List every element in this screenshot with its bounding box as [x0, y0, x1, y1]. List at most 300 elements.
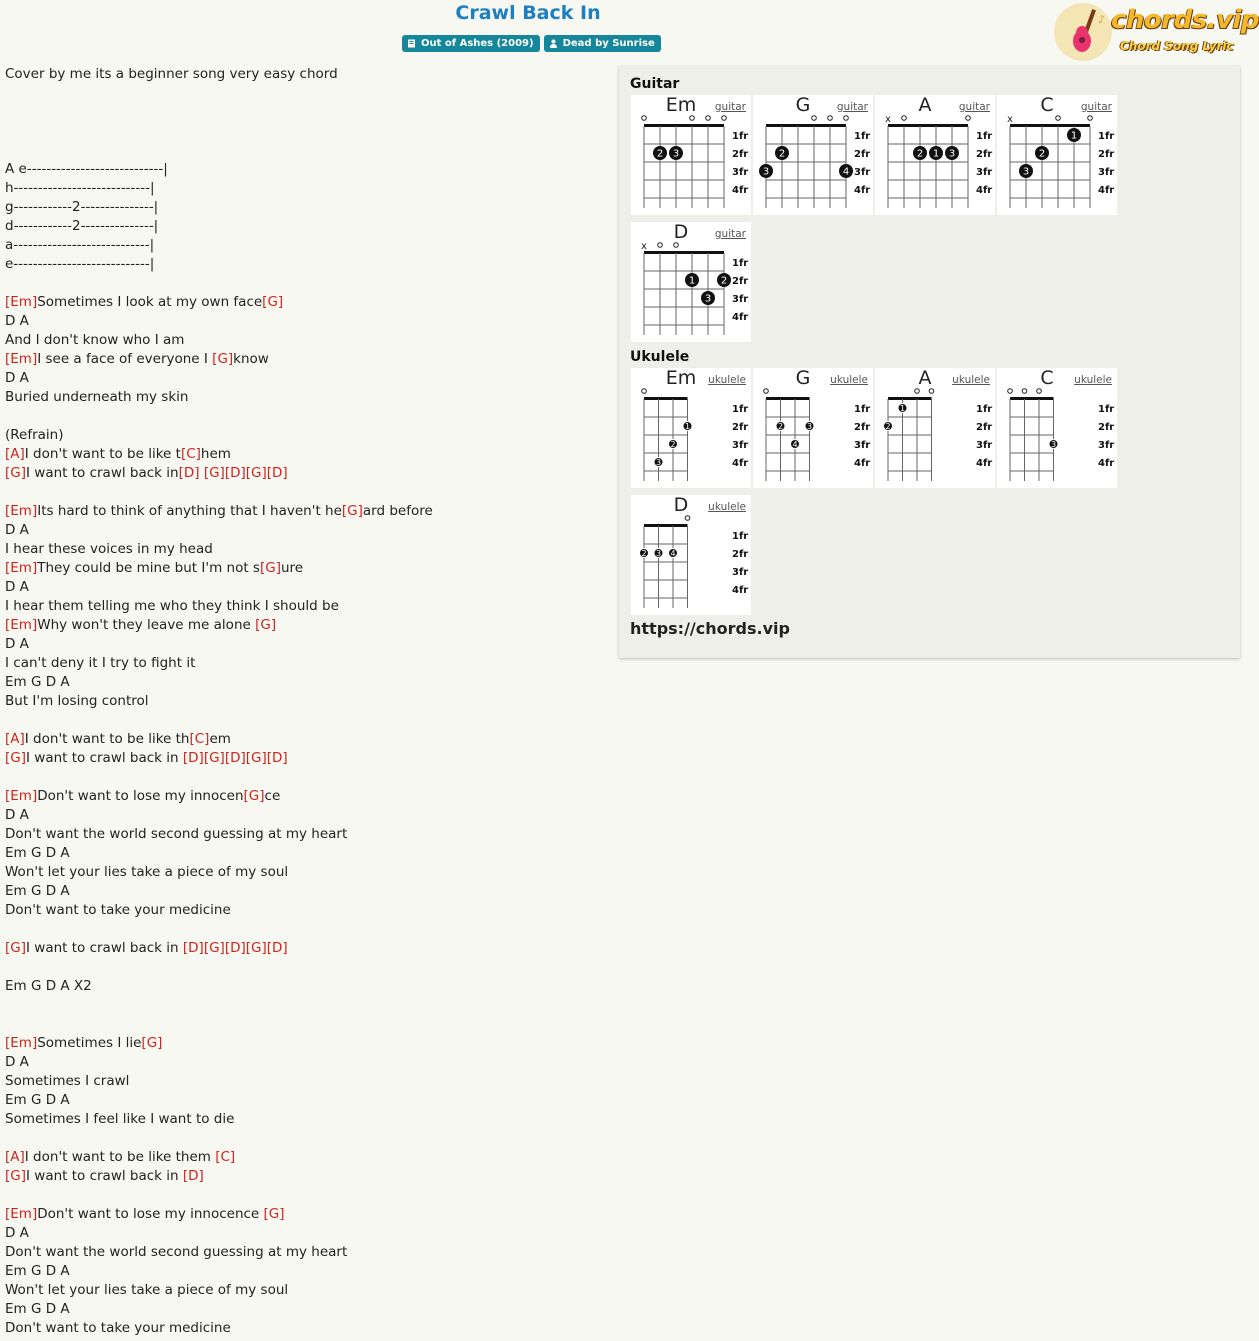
- finger-dot: [1019, 164, 1033, 178]
- lyric-text: h----------------------------|: [5, 180, 155, 196]
- open-string-marker: [642, 389, 647, 394]
- finger-dot: [1067, 128, 1081, 142]
- artist-label: Dead by Sunrise: [562, 38, 655, 49]
- finger-number: 2: [778, 148, 786, 160]
- chord-name[interactable]: [D]: [266, 940, 288, 956]
- lyric-line: [5, 464, 610, 483]
- finger-number: 3: [672, 148, 680, 160]
- lyric-text: Sometimes I feel like I want to die: [5, 1111, 235, 1127]
- nut: [644, 251, 724, 254]
- chord-name[interactable]: [G]: [212, 351, 234, 367]
- lyric-line: [5, 293, 610, 312]
- fret-label: 1fr: [976, 131, 993, 142]
- song-badges: [402, 35, 661, 52]
- lyric-text: I hear these voices in my head: [5, 541, 213, 557]
- nut: [1010, 124, 1090, 127]
- lyric-text: ard before: [362, 503, 433, 519]
- finger-dot: [669, 146, 683, 160]
- fret-label: 2fr: [732, 422, 749, 433]
- finger-number: 2: [1038, 148, 1046, 160]
- lyric-text: I want to crawl back in: [26, 1168, 183, 1184]
- chord-name[interactable]: [G]: [243, 788, 265, 804]
- lyric-text: Don't want the world second guessing at my heart: [5, 1244, 348, 1260]
- chord-diagram-ukulele-a[interactable]: [875, 368, 995, 488]
- lyric-text: D A: [5, 636, 29, 652]
- chord-name[interactable]: [Em]: [5, 788, 38, 804]
- chord-diagram-ukulele-d[interactable]: [631, 495, 751, 615]
- fret-label: 4fr: [854, 458, 871, 469]
- open-string-marker: [764, 389, 769, 394]
- lyric-line: [5, 369, 610, 388]
- chord-name[interactable]: [G]: [245, 750, 267, 766]
- lyric-text: Em G D A: [5, 674, 70, 690]
- book-icon: [407, 39, 416, 48]
- chord-diagram-ukulele-c[interactable]: [997, 368, 1117, 488]
- lyric-line: [5, 616, 610, 635]
- lyric-text: Sometimes I look at my own face: [37, 294, 263, 310]
- lyric-text: Won't let your lies take a piece of my soul: [5, 864, 289, 880]
- finger-dot: [884, 422, 893, 432]
- lyric-text: Its hard to think of anything that I haven't he: [37, 503, 342, 519]
- header: [0, 0, 1259, 64]
- chord-name[interactable]: [G]: [259, 560, 281, 576]
- lyric-text: They could be mine but I'm not s: [37, 560, 260, 576]
- instrument-link[interactable]: guitar: [714, 101, 746, 113]
- lyric-line: [5, 388, 610, 407]
- fret-label: 2fr: [854, 149, 871, 160]
- fret-label: 2fr: [1098, 149, 1115, 160]
- muted-string-marker: x: [1007, 114, 1013, 125]
- instrument-link[interactable]: guitar: [1080, 101, 1112, 113]
- lyric-line: [5, 1262, 610, 1281]
- lyric-text: hem: [200, 446, 231, 462]
- fret-label: 1fr: [732, 131, 749, 142]
- finger-dot: [791, 440, 800, 450]
- user-icon: [549, 39, 558, 48]
- lyric-line: [5, 996, 610, 1015]
- finger-number: 2: [885, 422, 891, 431]
- lyric-line: [5, 863, 610, 882]
- lyric-line: [5, 825, 610, 844]
- instrument-link[interactable]: guitar: [836, 101, 868, 113]
- chord-name[interactable]: [Em]: [5, 351, 38, 367]
- finger-number: 3: [948, 148, 956, 160]
- lyric-text: And I don't know who I am: [5, 332, 185, 348]
- fret-label: 2fr: [976, 422, 993, 433]
- finger-number: 2: [670, 440, 676, 449]
- fret-label: 2fr: [732, 149, 749, 160]
- chord-name[interactable]: [Em]: [5, 294, 38, 310]
- lyric-line: [5, 217, 610, 236]
- lyric-text: e----------------------------|: [5, 256, 155, 272]
- album-badge[interactable]: [402, 35, 540, 52]
- lyric-text: em: [209, 731, 231, 747]
- chord-name[interactable]: [D]: [224, 750, 246, 766]
- finger-dot: [776, 422, 785, 432]
- fret-label: 4fr: [976, 185, 993, 196]
- ukulele-section-label: Ukulele: [630, 349, 690, 365]
- fret-label: 2fr: [976, 149, 993, 160]
- open-string-marker: [722, 116, 727, 121]
- lyric-line: [5, 958, 610, 977]
- lyric-line: [5, 1053, 610, 1072]
- fret-label: 2fr: [732, 549, 749, 560]
- chord-diagram-guitar-a[interactable]: [875, 95, 995, 215]
- chord-name[interactable]: [Em]: [5, 1206, 38, 1222]
- lyric-line: [5, 1148, 610, 1167]
- lyric-text: Don't want to lose my innocence: [37, 1206, 264, 1222]
- logo-brand: chords.vip: [1111, 5, 1259, 35]
- fret-label: 3fr: [976, 440, 993, 451]
- lyric-line: [5, 635, 610, 654]
- lyric-line: [5, 654, 610, 673]
- lyric-line: [5, 1186, 610, 1205]
- lyric-line: [5, 1129, 610, 1148]
- fret-label: 3fr: [1098, 440, 1115, 451]
- instrument-link[interactable]: guitar: [714, 228, 746, 240]
- lyric-line: [5, 882, 610, 901]
- lyric-line: [5, 920, 610, 939]
- chord-name[interactable]: [Em]: [5, 1035, 38, 1051]
- fret-label: 3fr: [854, 440, 871, 451]
- fret-label: 3fr: [732, 167, 749, 178]
- lyric-text: A e----------------------------|: [5, 161, 168, 177]
- finger-number: 3: [762, 166, 770, 178]
- lyric-text: d------------2---------------|: [5, 218, 159, 234]
- chord-name[interactable]: [G]: [5, 465, 26, 481]
- lyric-text: Em G D A: [5, 1092, 70, 1108]
- chord-diagram-name: C: [1040, 367, 1054, 389]
- open-string-marker: [1022, 389, 1027, 394]
- fret-label: 3fr: [732, 567, 749, 578]
- chord-name[interactable]: [D]: [224, 465, 246, 481]
- lyric-text: I can't deny it I try to fight it: [5, 655, 196, 671]
- lyric-line: [5, 483, 610, 502]
- chord-name[interactable]: [D]: [224, 940, 246, 956]
- lyric-line: [5, 122, 610, 141]
- instrument-link[interactable]: ukulele: [708, 374, 746, 386]
- nut: [644, 124, 724, 127]
- lyric-line: [5, 540, 610, 559]
- chord-name[interactable]: [D]: [182, 750, 204, 766]
- lyric-text: D A: [5, 522, 29, 538]
- lyric-line: [5, 1224, 610, 1243]
- instrument-link[interactable]: ukulele: [1074, 374, 1112, 386]
- finger-number: 1: [684, 422, 691, 431]
- open-string-marker: [844, 116, 849, 121]
- lyric-text: I don't want to be like them: [24, 1149, 216, 1165]
- lyric-line: [5, 806, 610, 825]
- chord-diagram-name: D: [673, 221, 689, 243]
- instrument-link[interactable]: ukulele: [952, 374, 990, 386]
- lyric-line: [5, 1091, 610, 1110]
- chord-name[interactable]: [G]: [263, 1206, 285, 1222]
- instrument-link[interactable]: ukulele: [830, 374, 868, 386]
- fret-label: 4fr: [732, 458, 749, 469]
- lyric-text: Won't let your lies take a piece of my soul: [5, 1282, 289, 1298]
- lyric-line: [5, 331, 610, 350]
- fret-label: 4fr: [732, 185, 749, 196]
- chord-diagram-name: G: [795, 367, 811, 389]
- site-url-link[interactable]: https://chords.vip: [630, 619, 790, 638]
- chord-diagram-guitar-g[interactable]: [753, 95, 873, 215]
- chord-name[interactable]: [D]: [182, 1168, 204, 1184]
- fret-label: 4fr: [1098, 458, 1115, 469]
- lyric-line: [5, 1243, 610, 1262]
- lyric-text: I see a face of everyone I: [37, 351, 213, 367]
- finger-number: 3: [655, 458, 662, 467]
- chord-diagram-guitar-d[interactable]: [631, 222, 751, 342]
- lyric-line: [5, 426, 610, 445]
- lyric-line: [5, 787, 610, 806]
- svg-text:♪: ♪: [1098, 13, 1106, 26]
- lyric-line: [5, 1167, 610, 1186]
- lyric-text: Buried underneath my skin: [5, 389, 189, 405]
- finger-number: 3: [1050, 440, 1057, 449]
- chord-name[interactable]: [G]: [245, 940, 267, 956]
- chord-diagram-name: G: [795, 94, 811, 116]
- chord-diagram-ukulele-g[interactable]: [753, 368, 873, 488]
- finger-dot: [759, 164, 773, 178]
- chord-name[interactable]: [G]: [255, 617, 277, 633]
- chord-name[interactable]: [A]: [5, 1149, 25, 1165]
- lyric-text: Sometimes I crawl: [5, 1073, 130, 1089]
- open-string-marker: [1056, 116, 1061, 121]
- lyric-line: [5, 1300, 610, 1319]
- site-logo[interactable]: [1054, 3, 1259, 61]
- open-string-marker: [929, 389, 934, 394]
- open-string-marker: [1008, 389, 1013, 394]
- fret-label: 4fr: [976, 458, 993, 469]
- lyric-line: [5, 1205, 610, 1224]
- finger-number: 1: [932, 148, 940, 160]
- lyric-line: [5, 578, 610, 597]
- fret-label: 1fr: [854, 131, 871, 142]
- fret-label: 4fr: [854, 185, 871, 196]
- lyric-text: Don't want to lose my innocen: [37, 788, 244, 804]
- finger-number: 3: [1022, 166, 1030, 178]
- finger-number: 1: [688, 275, 696, 287]
- lyric-line: [5, 84, 610, 103]
- chord-name[interactable]: [D]: [182, 940, 204, 956]
- instrument-link[interactable]: ukulele: [708, 501, 746, 513]
- chord-name[interactable]: [A]: [5, 446, 25, 462]
- finger-dot: [701, 291, 715, 305]
- page-title: Crawl Back In: [455, 2, 601, 24]
- finger-number: 2: [916, 148, 924, 160]
- lyric-line: [5, 236, 610, 255]
- lyric-line: [5, 179, 610, 198]
- chord-name[interactable]: [G]: [203, 465, 225, 481]
- lyric-line: [5, 521, 610, 540]
- lyric-text: D A: [5, 313, 29, 329]
- fret-label: 3fr: [976, 167, 993, 178]
- chord-diagram-name: Em: [665, 94, 697, 116]
- lyric-line: [5, 977, 610, 996]
- fret-label: 2fr: [854, 422, 871, 433]
- lyric-line: [5, 901, 610, 920]
- finger-number: 1: [1070, 130, 1078, 142]
- chord-name[interactable]: [G]: [5, 750, 26, 766]
- chord-name[interactable]: [G]: [5, 1168, 26, 1184]
- chord-name[interactable]: [G]: [203, 940, 225, 956]
- lyric-text: Sometimes I lie: [37, 1035, 142, 1051]
- nut: [644, 397, 688, 400]
- finger-number: 2: [641, 549, 647, 558]
- chord-name[interactable]: [G]: [341, 503, 363, 519]
- lyric-text: Em G D A: [5, 883, 70, 899]
- lyrics-body: [5, 65, 610, 1338]
- finger-number: 4: [670, 549, 676, 558]
- finger-dot: [654, 458, 663, 468]
- fret-label: 3fr: [732, 440, 749, 451]
- lyric-line: [5, 65, 610, 84]
- artist-badge[interactable]: [544, 35, 661, 52]
- finger-dot: [683, 422, 692, 432]
- finger-dot: [839, 164, 853, 178]
- nut: [888, 124, 968, 127]
- fret-label: 1fr: [976, 404, 993, 415]
- nut: [644, 524, 688, 527]
- lyric-line: [5, 255, 610, 274]
- lyric-text: D A: [5, 370, 29, 386]
- lyric-text: D A: [5, 807, 29, 823]
- lyric-line: [5, 103, 610, 122]
- lyric-line: [5, 1319, 610, 1338]
- chord-name[interactable]: [C]: [189, 731, 210, 747]
- chord-name[interactable]: [D]: [178, 465, 200, 481]
- lyric-line: [5, 673, 610, 692]
- nut: [766, 124, 846, 127]
- lyric-text: Em G D A: [5, 1263, 70, 1279]
- fret-label: 1fr: [854, 404, 871, 415]
- muted-string-marker: x: [885, 114, 891, 125]
- lyric-line: [5, 312, 610, 331]
- lyric-text: Em G D A X2: [5, 978, 92, 994]
- open-string-marker: [685, 516, 690, 521]
- chord-name[interactable]: [Em]: [5, 560, 38, 576]
- fret-label: 4fr: [1098, 185, 1115, 196]
- fret-label: 2fr: [1098, 422, 1115, 433]
- fret-label: 3fr: [1098, 167, 1115, 178]
- chord-name[interactable]: [G]: [203, 750, 225, 766]
- nut: [888, 397, 932, 400]
- lyric-line: [5, 597, 610, 616]
- open-string-marker: [674, 243, 679, 248]
- lyric-text: Don't want the world second guessing at my heart: [5, 826, 348, 842]
- open-string-marker: [1088, 116, 1093, 121]
- lyric-line: [5, 198, 610, 217]
- lyric-line: [5, 1072, 610, 1091]
- finger-dot: [669, 549, 678, 559]
- finger-dot: [653, 146, 667, 160]
- lyric-line: [5, 768, 610, 787]
- chord-name[interactable]: [D]: [266, 465, 288, 481]
- finger-dot: [945, 146, 959, 160]
- fret-label: 3fr: [732, 294, 749, 305]
- lyric-line: [5, 502, 610, 521]
- open-string-marker: [915, 389, 920, 394]
- chord-name[interactable]: [G]: [245, 465, 267, 481]
- open-string-marker: [658, 243, 663, 248]
- lyric-text: ce: [264, 788, 281, 804]
- finger-number: 4: [792, 440, 798, 449]
- finger-dot: [717, 273, 731, 287]
- lyric-text: Em G D A: [5, 845, 70, 861]
- lyric-text: Don't want to take your medicine: [5, 1320, 231, 1336]
- finger-dot: [685, 273, 699, 287]
- chord-name[interactable]: [C]: [215, 1149, 236, 1165]
- open-string-marker: [690, 116, 695, 121]
- finger-number: 2: [777, 422, 784, 431]
- open-string-marker: [642, 116, 647, 121]
- chord-diagram-name: C: [1040, 94, 1054, 116]
- lyric-text: I don't want to be like t: [24, 446, 181, 462]
- muted-string-marker: x: [641, 241, 647, 252]
- lyric-line: [5, 1034, 610, 1053]
- chord-name[interactable]: [G]: [141, 1035, 163, 1051]
- nut: [1010, 397, 1054, 400]
- lyric-line: [5, 692, 610, 711]
- finger-number: 3: [704, 293, 712, 305]
- finger-dot: [1035, 146, 1049, 160]
- lyric-text: ure: [280, 560, 304, 576]
- open-string-marker: [706, 116, 711, 121]
- finger-number: 3: [655, 549, 662, 558]
- chord-name[interactable]: [C]: [180, 446, 201, 462]
- chord-name[interactable]: [G]: [5, 940, 26, 956]
- chord-name[interactable]: [G]: [262, 294, 284, 310]
- fret-label: 3fr: [854, 167, 871, 178]
- lyric-text: I don't want to be like th: [24, 731, 190, 747]
- lyric-line: [5, 1281, 610, 1300]
- album-label: Out of Ashes (2009): [421, 38, 534, 49]
- chord-name[interactable]: [D]: [266, 750, 288, 766]
- chord-diagram-name: Em: [665, 367, 697, 389]
- chord-name[interactable]: [Em]: [5, 617, 38, 633]
- chord-diagram-name: A: [918, 367, 932, 389]
- lyric-text: D A: [5, 1225, 29, 1241]
- chord-diagram-name: A: [918, 94, 932, 116]
- finger-number: 1: [899, 404, 906, 413]
- lyric-line: [5, 141, 610, 160]
- chord-diagram-guitar-em[interactable]: [631, 95, 751, 215]
- finger-dot: [640, 549, 649, 559]
- lyric-line: [5, 407, 610, 426]
- fret-label: 1fr: [1098, 404, 1115, 415]
- lyric-text: I want to crawl back in: [26, 465, 179, 481]
- fret-label: 2fr: [732, 276, 749, 287]
- lyric-text: Em G D A: [5, 1301, 70, 1317]
- chord-name[interactable]: [A]: [5, 731, 25, 747]
- finger-dot: [913, 146, 927, 160]
- finger-dot: [805, 422, 814, 432]
- lyric-line: [5, 844, 610, 863]
- open-string-marker: [902, 116, 907, 121]
- fret-label: 1fr: [732, 258, 749, 269]
- open-string-marker: [966, 116, 971, 121]
- finger-number: 3: [806, 422, 813, 431]
- lyric-line: [5, 350, 610, 369]
- lyric-text: D A: [5, 1054, 29, 1070]
- chord-diagram-ukulele-em[interactable]: [631, 368, 751, 488]
- finger-dot: [654, 549, 663, 559]
- chord-name[interactable]: [Em]: [5, 503, 38, 519]
- lyric-text: g------------2---------------|: [5, 199, 159, 215]
- lyric-text: D A: [5, 579, 29, 595]
- chord-diagram-guitar-c[interactable]: [997, 95, 1117, 215]
- instrument-link[interactable]: guitar: [958, 101, 990, 113]
